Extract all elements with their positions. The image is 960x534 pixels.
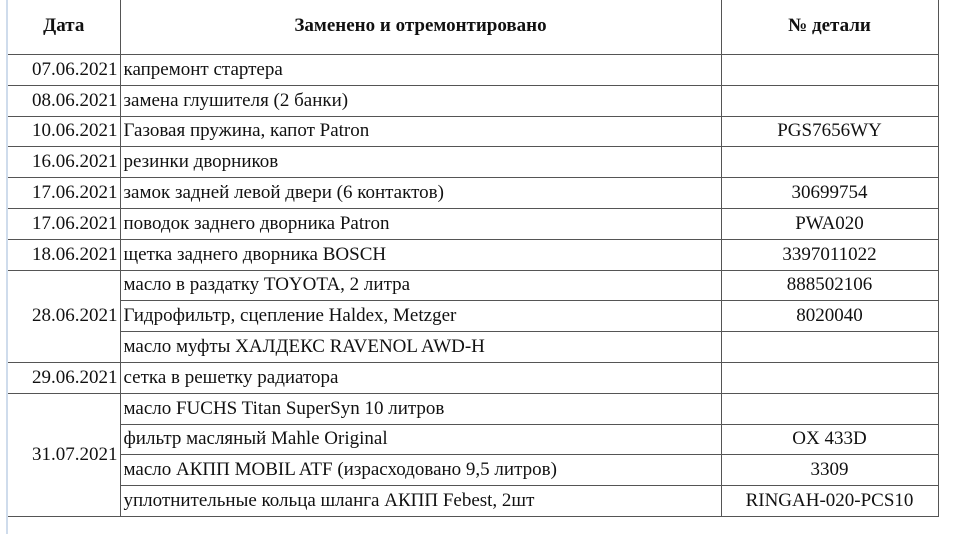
part-cell[interactable]: 3397011022 — [721, 239, 938, 270]
table-row — [8, 239, 938, 270]
part-cell[interactable]: 888502106 — [721, 270, 938, 301]
part-cell[interactable] — [721, 332, 938, 363]
work-cell[interactable]: масло АКПП MOBIL ATF (израсходовано 9,5 литров) — [120, 455, 721, 486]
work-cell[interactable]: сетка в решетку радиатора — [120, 362, 721, 393]
table-row — [8, 424, 938, 455]
table-row — [8, 301, 938, 332]
date-cell[interactable]: 08.06.2021 — [8, 85, 120, 116]
table-row — [8, 116, 938, 147]
date-cell[interactable]: 16.06.2021 — [8, 147, 120, 178]
part-cell[interactable] — [721, 85, 938, 116]
work-cell[interactable]: капремонт стартера — [120, 55, 721, 86]
work-cell[interactable]: замена глушителя (2 банки) — [120, 85, 721, 116]
work-cell[interactable]: фильтр масляный Mahle Original — [120, 424, 721, 455]
work-cell[interactable]: замок задней левой двери (6 контактов) — [120, 178, 721, 209]
table-row — [8, 178, 938, 209]
table-row — [8, 85, 938, 116]
date-cell[interactable]: 10.06.2021 — [8, 116, 120, 147]
part-cell[interactable] — [721, 55, 938, 86]
work-cell[interactable]: масло муфты ХАЛДЕКС RAVENOL AWD-H — [120, 332, 721, 363]
table-row — [8, 147, 938, 178]
work-cell[interactable]: щетка заднего дворника BOSCH — [120, 239, 721, 270]
part-cell[interactable]: PGS7656WY — [721, 116, 938, 147]
date-cell[interactable]: 17.06.2021 — [8, 208, 120, 239]
work-cell[interactable]: поводок заднего дворника Patron — [120, 208, 721, 239]
table-row — [8, 486, 938, 517]
date-cell[interactable]: 17.06.2021 — [8, 178, 120, 209]
part-cell[interactable]: OX 433D — [721, 424, 938, 455]
work-cell[interactable]: резинки дворников — [120, 147, 721, 178]
work-cell[interactable]: уплотнительные кольца шланга АКПП Febest, 2шт — [120, 486, 721, 517]
table-row — [8, 208, 938, 239]
table-row — [8, 332, 938, 363]
date-cell[interactable]: 18.06.2021 — [8, 239, 120, 270]
work-cell[interactable]: Газовая пружина, капот Patron — [120, 116, 721, 147]
header-row — [8, 0, 938, 55]
header-work[interactable]: Заменено и отремонтировано — [120, 0, 721, 55]
part-cell[interactable]: 3309 — [721, 455, 938, 486]
date-cell-merged[interactable]: 31.07.2021 — [8, 393, 120, 516]
table-row — [8, 55, 938, 86]
part-cell[interactable]: 8020040 — [721, 301, 938, 332]
table-row — [8, 393, 938, 424]
work-cell[interactable]: Гидрофильтр, сцепление Haldex, Metzger — [120, 301, 721, 332]
part-cell[interactable]: RINGAH-020-PCS10 — [721, 486, 938, 517]
part-cell[interactable] — [721, 147, 938, 178]
part-cell[interactable]: PWA020 — [721, 208, 938, 239]
table-row — [8, 362, 938, 393]
work-cell[interactable]: масло в раздатку TOYOTA, 2 литра — [120, 270, 721, 301]
part-cell[interactable] — [721, 362, 938, 393]
date-cell-merged[interactable]: 28.06.2021 — [8, 270, 120, 362]
table-row — [8, 455, 938, 486]
header-date[interactable]: Дата — [8, 0, 120, 55]
table-row — [8, 270, 938, 301]
header-part[interactable]: № детали — [721, 0, 938, 55]
repair-log-table — [8, 0, 939, 517]
part-cell[interactable] — [721, 393, 938, 424]
date-cell[interactable]: 07.06.2021 — [8, 55, 120, 86]
date-cell[interactable]: 29.06.2021 — [8, 362, 120, 393]
work-cell[interactable]: масло FUCHS Titan SuperSyn 10 литров — [120, 393, 721, 424]
part-cell[interactable]: 30699754 — [721, 178, 938, 209]
